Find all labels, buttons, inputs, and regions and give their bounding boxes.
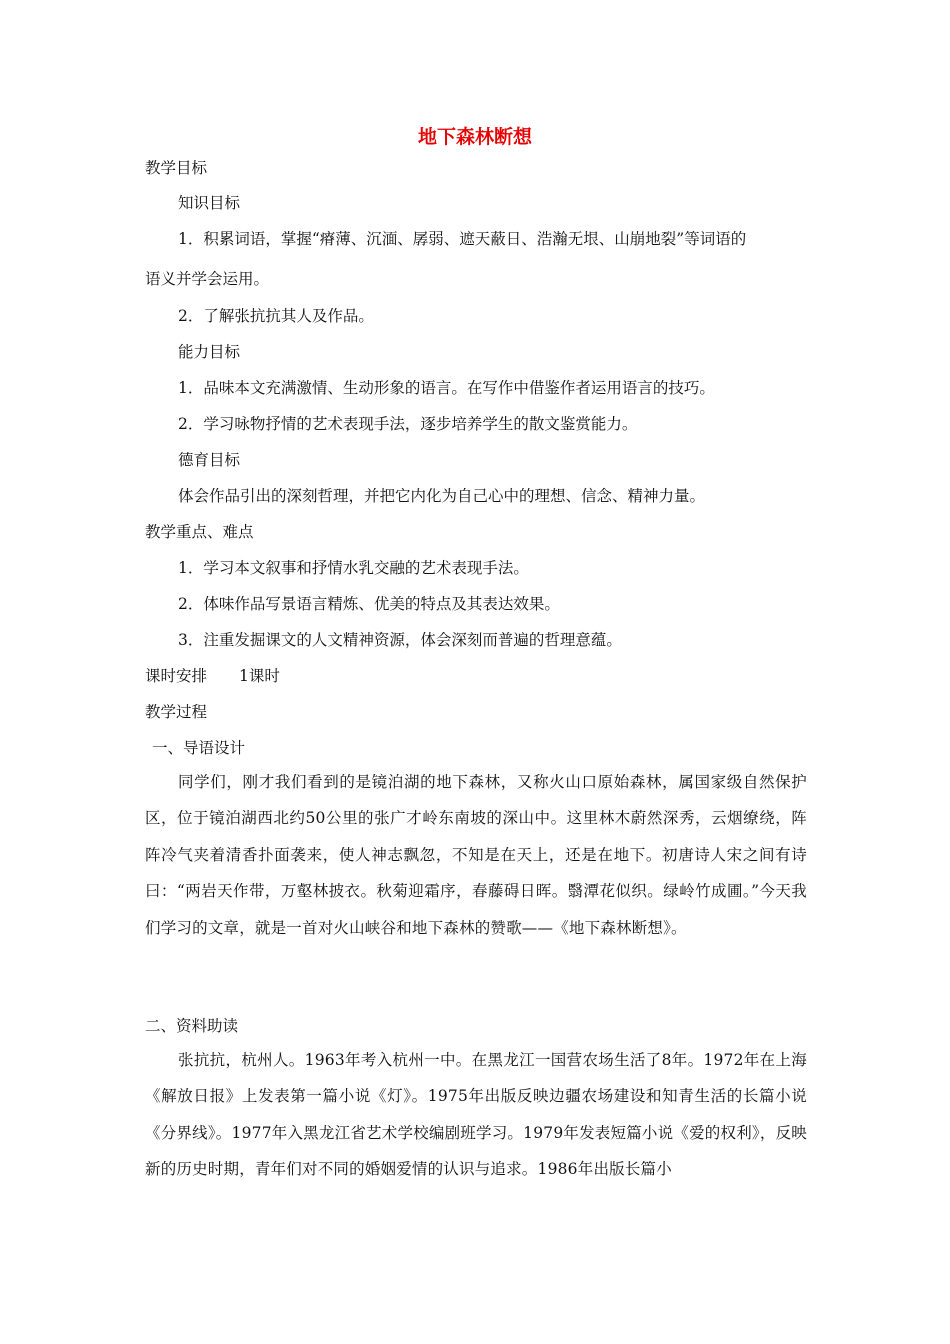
reading-heading: 二、资料助读 <box>145 1017 239 1035</box>
schedule-label: 课时安排 <box>145 667 208 685</box>
objectives-heading: 教学目标 <box>145 159 208 177</box>
knowledge-item-1-line-2: 语义并学会运用。 <box>145 270 270 288</box>
schedule-line <box>145 665 280 687</box>
moral-item-1: 体会作品引出的深刻哲理，并把它内化为自己心中的理想、信念、精神力量。 <box>178 487 706 505</box>
keypoints-heading: 教学重点、难点 <box>145 523 254 541</box>
process-heading: 教学过程 <box>145 703 208 721</box>
intro-heading: 一、导语设计 <box>152 739 246 757</box>
keypoints-item-1: 1．学习本文叙事和抒情水乳交融的艺术表现手法。 <box>178 559 529 577</box>
ability-item-2: 2．学习咏物抒情的艺术表现手法，逐步培养学生的散文鉴赏能力。 <box>178 415 638 433</box>
intro-paragraph: 同学们，刚才我们看到的是镜泊湖的地下森林，又称火山口原始森林，属国家级自然保护区，位于镜泊湖西北约50公里的张广才岭东南坡的深山中。这里林木蔚然深秀，云烟缭绕，阵阵冷气夹着清香扑面袭来，使人神志飘忽，不知是在天上，还是在地下。初唐诗人宋之间有诗曰：“两岩天作带，万壑林披衣。秋菊迎霜序，春藤碍日晖。翳潭花似织。绿岭竹成圃。”今天我们学习的文章，就是一首对火山峡谷和地下森林的赞歌——《地下森林断想》。 <box>145 773 807 937</box>
document-title: 地下森林断想 <box>417 126 532 148</box>
ability-heading: 能力目标 <box>178 343 241 361</box>
reading-paragraph: 张抗抗，杭州人。1963年考入杭州一中。在黑龙江一国营农场生活了8年。1972年在上海《解放日报》上发表第一篇小说《灯》。1975年出版反映边疆农场建设和知青生活的长篇小说《分界线》。1977年入黑龙江省艺术学校编剧班学习。1979年发表短篇小说《爱的权利》，反映新的历史时期，青年们对不同的婚姻爱情的认识与追求。1986年出版长篇小 <box>145 1051 807 1179</box>
ability-item-1: 1．品味本文充满激情、生动形象的语言。在写作中借鉴作者运用语言的技巧。 <box>178 379 715 397</box>
schedule-value: 1课时 <box>239 667 280 685</box>
knowledge-item-2: 2．了解张抗抗其人及作品。 <box>178 307 374 325</box>
knowledge-heading: 知识目标 <box>178 194 241 212</box>
knowledge-item-1-line-1: 1．积累词语，掌握“瘠薄、沉湎、孱弱、遮天蔽日、浩瀚无垠、山崩地裂”等词语的 <box>178 230 747 248</box>
moral-heading: 德育目标 <box>178 451 241 469</box>
keypoints-item-2: 2．体味作品写景语言精炼、优美的特点及其表达效果。 <box>178 595 560 613</box>
keypoints-item-3: 3．注重发掘课文的人文精神资源，体会深刻而普遍的哲理意蕴。 <box>178 631 622 649</box>
